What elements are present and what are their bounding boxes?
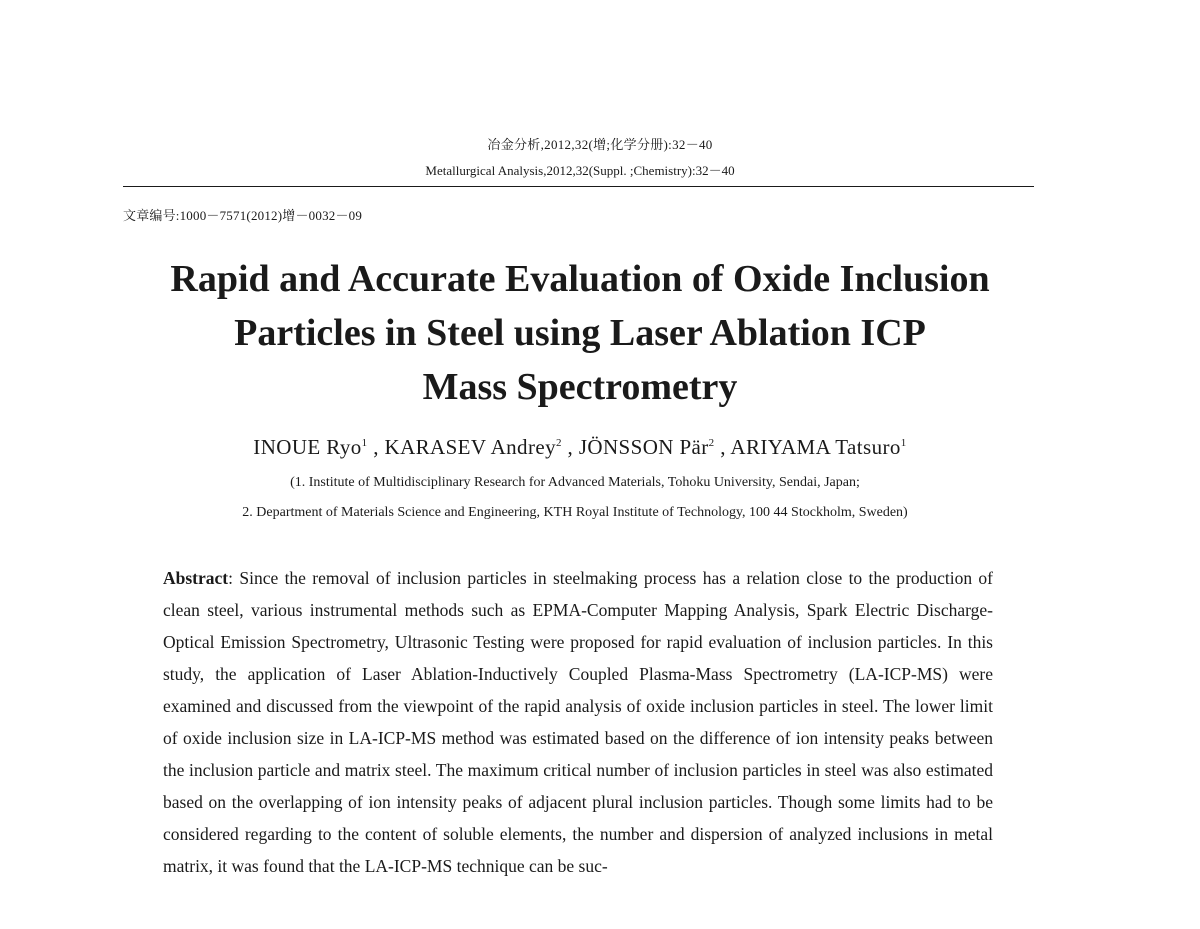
author-affiliation-mark: 2 xyxy=(708,437,715,449)
author-name: KARASEV Andrey xyxy=(384,435,556,459)
author-separator: , xyxy=(367,435,385,459)
title-line: Rapid and Accurate Evaluation of Oxide Inclusion xyxy=(170,258,990,300)
author-separator: , xyxy=(561,435,579,459)
header-rule xyxy=(123,186,1034,187)
abstract-text: Since the removal of inclusion particles in steelmaking process has a relation close to the production of clean steel, various instrumental methods such as EPMA-Computer Mapping Analysis, Spark Electric Discharge-Optical Emission Spectrometry, Ultrasonic Testing were proposed for rapid evaluation of inclusion particles. In this study, the application of Laser Ablation-Inductively Coupled Plasma-Mass Spectrometry (LA-ICP-MS) were examined and discussed from the viewpoint of the rapid analysis of oxide inclusion particles in steel. The lower limit of oxide inclusion size in LA-ICP-MS method was estimated based on the difference of ion intensity peaks between the inclusion particle and matrix steel. The maximum critical number of inclusion particles in steel was also estimated based on the overlapping of ion intensity peaks of adjacent plural inclusion particles. Though some limits had to be considered regarding to the content of soluble elements, the number and dispersion of analyzed inclusions in metal matrix, it was found that the LA-ICP-MS technique can be suc- xyxy=(163,568,993,876)
author-name: INOUE Ryo xyxy=(253,435,362,459)
author-affiliation-mark: 1 xyxy=(361,437,368,449)
paper-title xyxy=(100,252,1060,414)
journal-citation-cn: 冶金分析,2012,32(增;化学分册):32－40 xyxy=(487,137,713,152)
author-affiliation-mark: 2 xyxy=(555,437,562,449)
author-name: JÖNSSON Pär xyxy=(578,435,709,459)
journal-citation-en: Metallurgical Analysis,2012,32(Suppl. ;Chemistry):32－40 xyxy=(425,163,735,178)
abstract-label: Abstract xyxy=(163,568,229,588)
author-separator: , xyxy=(714,435,731,459)
affiliation-2: 2. Department of Materials Science and Engineering, KTH Royal Institute of Technology, 100 44 Stockholm, Sweden) xyxy=(242,505,908,520)
title-line: Particles in Steel using Laser Ablation ICP xyxy=(234,312,926,354)
abstract-paragraph xyxy=(163,562,993,882)
author-list xyxy=(0,435,1160,460)
article-number: 文章编号:1000－7571(2012)增－0032－09 xyxy=(123,208,363,223)
title-line: Mass Spectrometry xyxy=(422,366,738,408)
affiliation-1: (1. Institute of Multidisciplinary Research for Advanced Materials, Tohoku University, Sendai, Japan; xyxy=(290,475,860,490)
abstract-separator: : xyxy=(228,568,240,588)
author-name: ARIYAMA Tatsuro xyxy=(730,435,901,459)
author-affiliation-mark: 1 xyxy=(900,437,907,449)
